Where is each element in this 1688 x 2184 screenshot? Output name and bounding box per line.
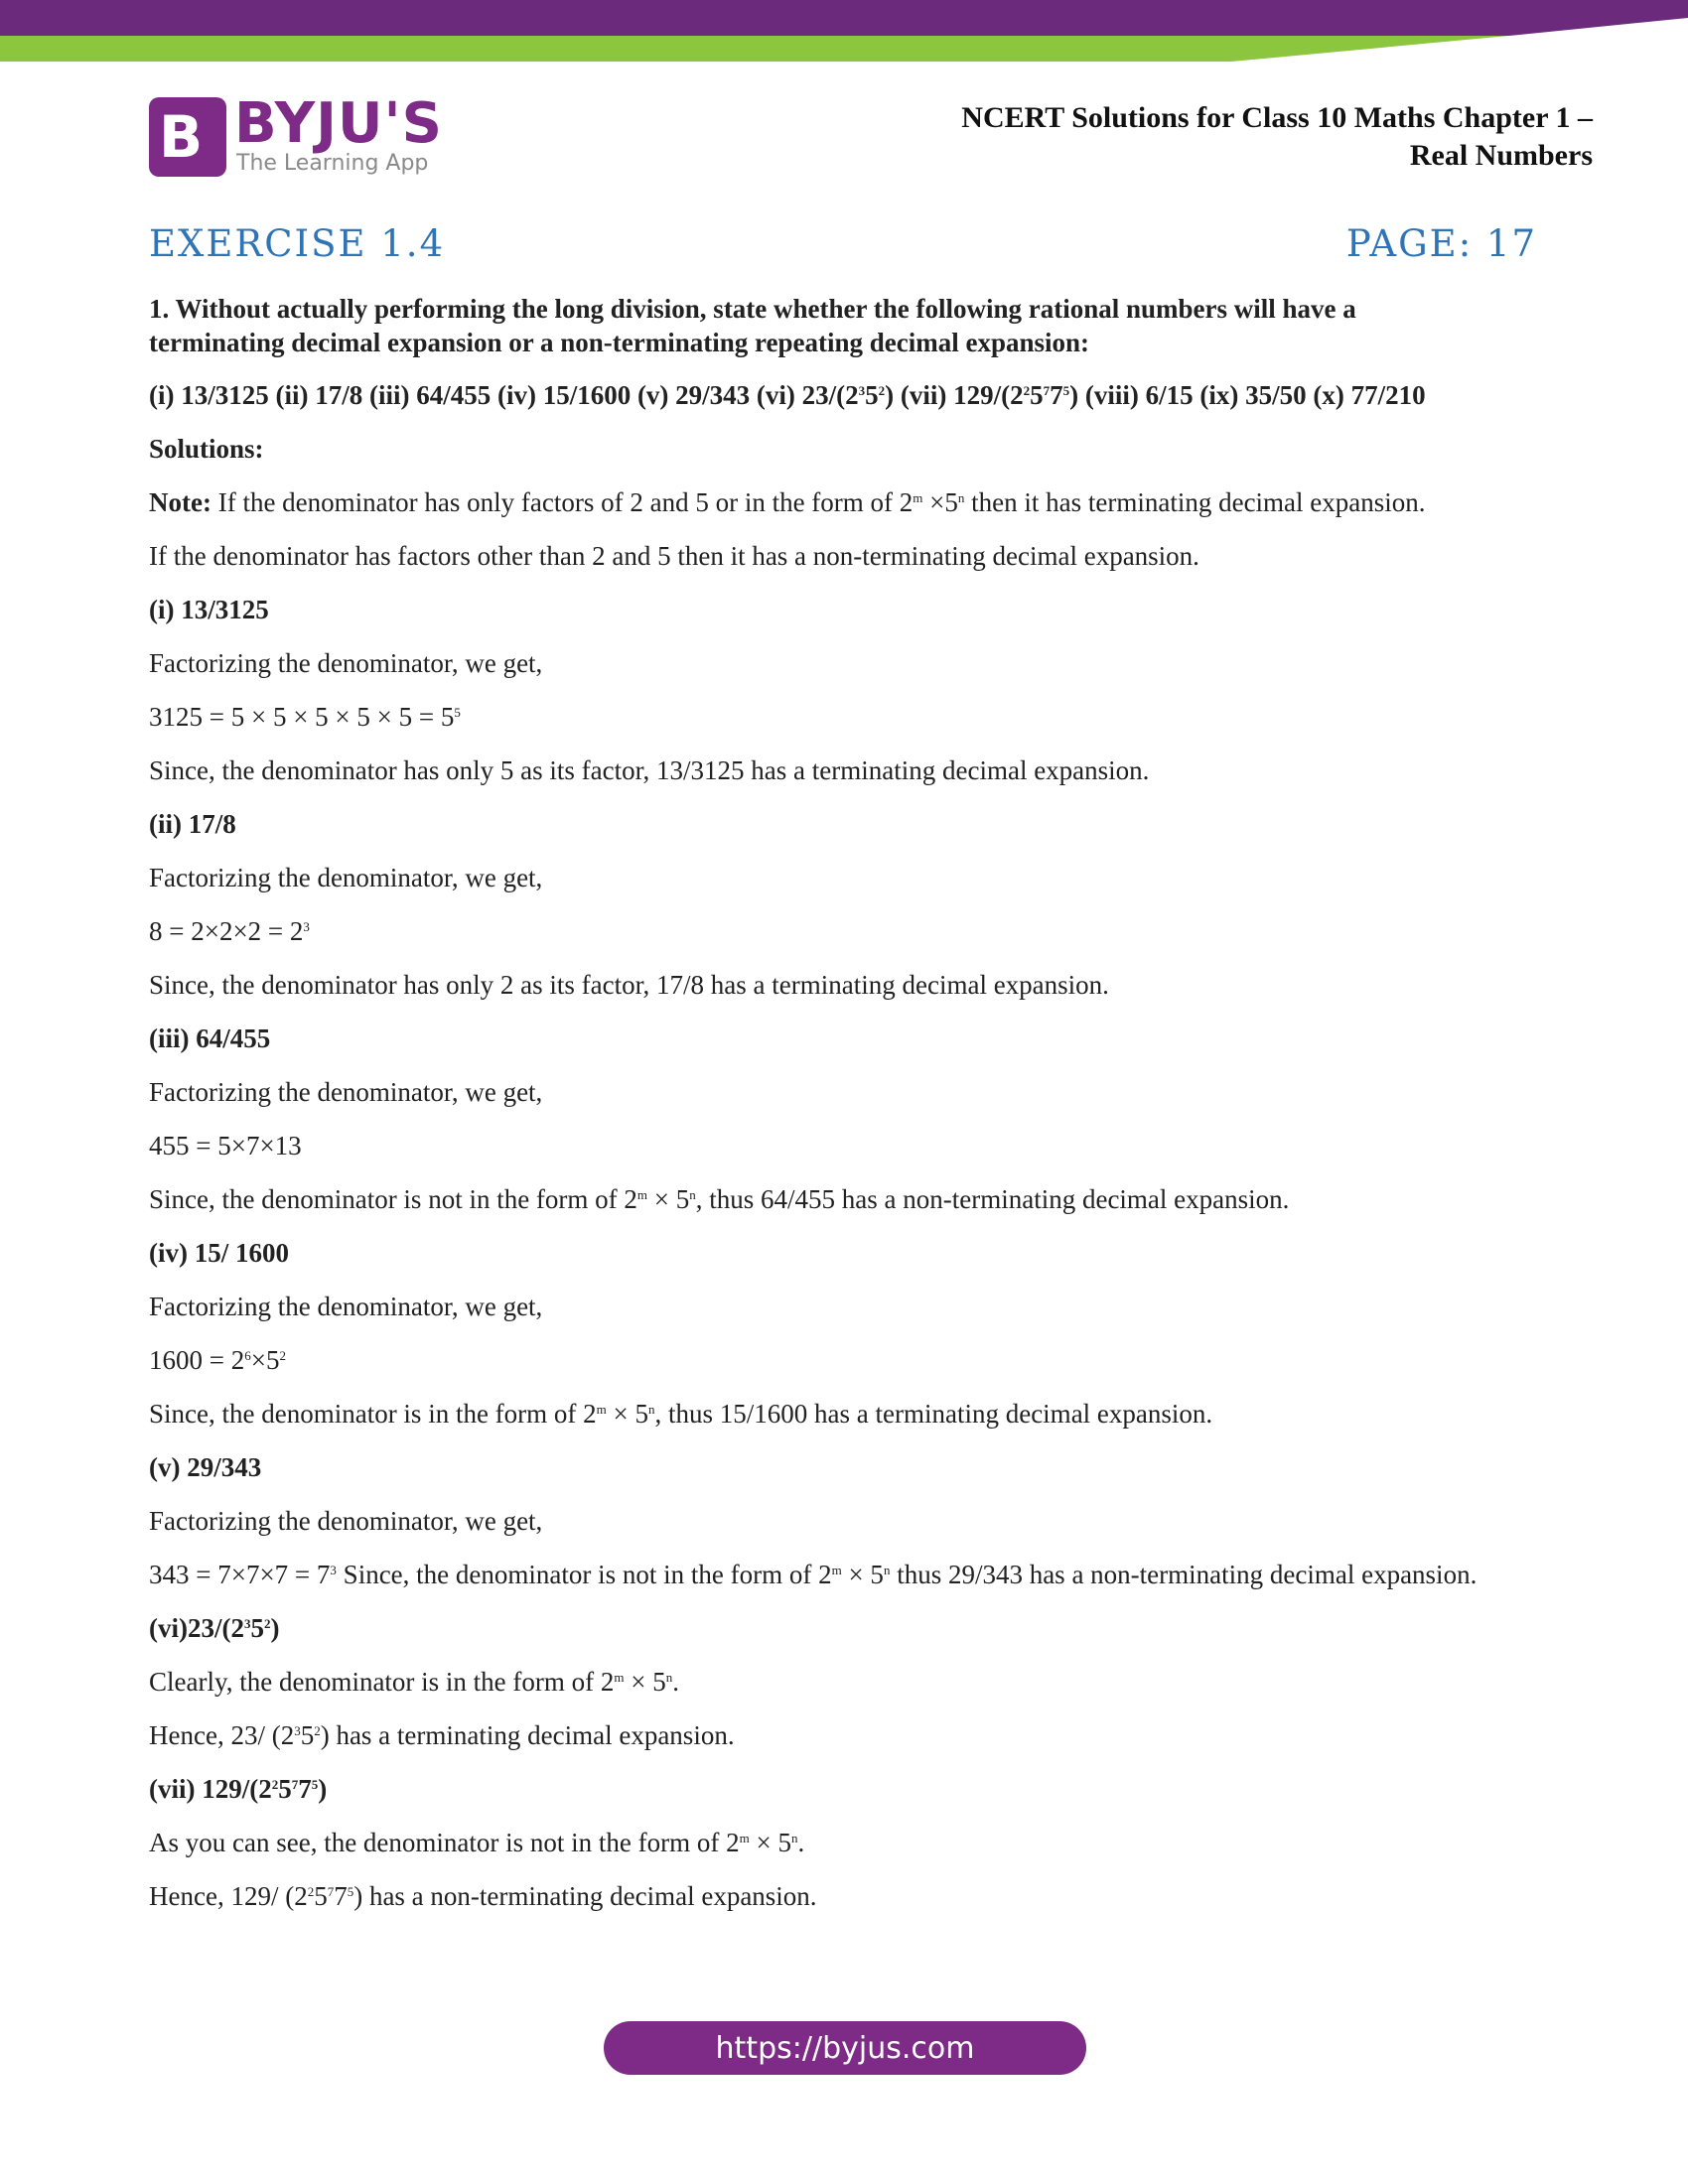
conclusion: Hence, 23/ $(2^35^2)$ has a terminating decimal expansion.	[149, 1720, 735, 1750]
factorization-and-conclusion: $343 = 7\times 7\times 7 = 7^3$ Since, the denominator is not in the form of $2^m \times 5^n$ thus 29/343 has a non-terminating decimal expansion.	[149, 1560, 1477, 1589]
note-text: Note: If the denominator has only factors of 2 and 5 or in the form of $2^m \times 5^n$ then it has terminating decimal expansion.	[149, 487, 1426, 517]
conclusion: Since, the denominator has only 5 as its factor, 13/3125 has a terminating decimal expansion.	[149, 755, 1150, 785]
part-heading: (i) 13/3125	[149, 595, 269, 624]
factor-intro: Factorizing the denominator, we get,	[149, 648, 543, 678]
part-heading: (v) 29/343	[149, 1452, 262, 1482]
logo-tagline: The Learning App	[236, 151, 429, 176]
solutions-label: Solutions:	[149, 434, 264, 464]
part-heading: (vii) $129/(2^25^77^5)$	[149, 1774, 328, 1804]
conclusion: Hence, 129/ $(2^25^77^5)$ has a non-terminating decimal expansion.	[149, 1881, 817, 1911]
footer-url-link[interactable]	[604, 2021, 1086, 2075]
part-heading: (iv) 15/ 1600	[149, 1238, 289, 1268]
document-title-line2: Real Numbers	[1409, 139, 1593, 172]
footer-url-text: https://byjus.com	[715, 2030, 975, 2066]
question-text: 1. Without actually performing the long division, state whether the following rational numbers will have a terminating decimal expansion or a non-terminating repeating decimal expansion:	[149, 294, 1356, 357]
part-heading: (ii) 17/8	[149, 809, 236, 839]
logo-mark: B	[149, 97, 226, 177]
factorization: 455 = 5×7×13	[149, 1131, 302, 1160]
document-title	[838, 99, 1593, 175]
fractions-list: (i) 13/3125 (ii) 17/8 (iii) 64/455 (iv) 15/1600 (v) 29/343 (vi) $23/(2^35^2)$ (vii) $129/(2^25^77^5)$ (viii) 6/15 (ix) 35/50 (x) 77/210	[149, 380, 1426, 410]
top-banner	[0, 0, 1688, 62]
conclusion: Since, the denominator has only 2 as its factor, 17/8 has a terminating decimal expansion.	[149, 970, 1109, 1000]
document-title-line1: NCERT Solutions for Class 10 Maths Chapter 1 –	[961, 101, 1593, 134]
observation: Clearly, the denominator is in the form of $2^m \times 5^n$.	[149, 1667, 679, 1697]
factor-intro: Factorizing the denominator, we get,	[149, 1506, 543, 1536]
factor-intro: Factorizing the denominator, we get,	[149, 863, 543, 892]
note-text-2: If the denominator has factors other than 2 and 5 then it has a non-terminating decimal expansion.	[149, 541, 1199, 571]
solution-content	[149, 292, 1539, 1913]
factor-intro: Factorizing the denominator, we get,	[149, 1292, 543, 1321]
logo-wordmark: BYJU'S	[234, 91, 443, 156]
byjus-logo	[149, 91, 447, 181]
page-number: PAGE: 17	[1345, 222, 1537, 265]
factorization: $3125 = 5 \times 5 \times 5 \times 5 \times 5 = 5^5$	[149, 702, 461, 732]
conclusion: Since, the denominator is in the form of $2^m \times 5^n$, thus 15/1600 has a terminating decimal expansion.	[149, 1399, 1213, 1429]
exercise-heading: EXERCISE 1.4	[149, 222, 446, 265]
part-heading: (iii) 64/455	[149, 1024, 271, 1053]
factor-intro: Factorizing the denominator, we get,	[149, 1077, 543, 1107]
observation: As you can see, the denominator is not in the form of $2^m \times 5^n$.	[149, 1828, 805, 1857]
part-heading: $(vi)23/(2^35^2)$	[149, 1613, 280, 1643]
factorization: $8 = 2\times 2\times 2 = 2^3$	[149, 916, 310, 946]
factorization: $1600 = 2^6\times 5^2$	[149, 1345, 286, 1375]
conclusion: Since, the denominator is not in the form of $2^m \times 5^n$, thus 64/455 has a non-terminating decimal expansion.	[149, 1184, 1290, 1214]
